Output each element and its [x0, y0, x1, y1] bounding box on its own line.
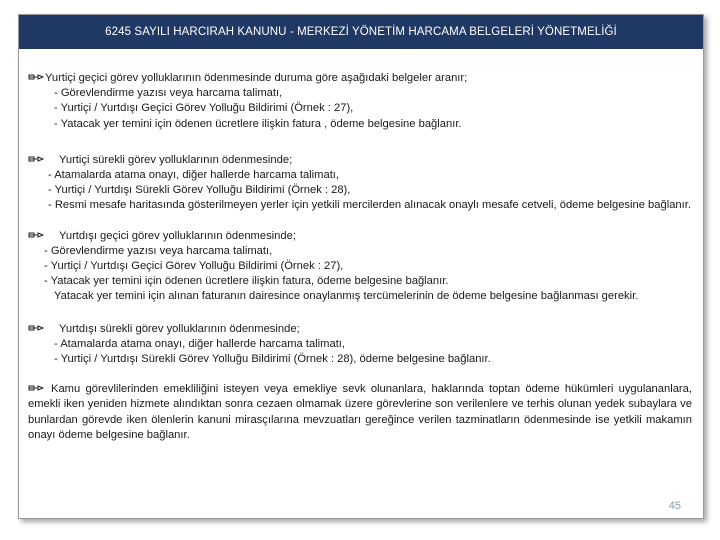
list-item: - Resmi mesafe haritasında gösterilmeyen yerler için yetkili mercilerden alınacak onaylı mesafe cetveli, ödeme belgesine bağlanır. [48, 199, 691, 212]
pen-pointing-hand-icon [28, 230, 44, 240]
list-item: - Yurtiçi / Yurtdışı Geçici Görev Yolluğu Bildirimi (Örnek : 27), [54, 102, 354, 115]
section-domestic-temporary [28, 71, 692, 132]
list-item: Yatacak yer temini için alınan faturanın dairesince onaylanmış tercümelerinin de ödeme belgesine bağlanması gerekir. [54, 290, 639, 303]
section-abroad-temporary [28, 229, 692, 305]
page-number: 45 [668, 500, 681, 512]
list-item: - Atamalarda atama onayı, diğer hallerde harcama talimatı, [48, 169, 340, 182]
list-item: - Atamalarda atama onayı, diğer hallerde harcama talimatı, [54, 337, 346, 350]
section-compensation [28, 382, 692, 443]
slide-header [19, 15, 703, 49]
slide [18, 14, 704, 519]
section-lead: Yurtdışı sürekli görev yolluklarının ödenmesinde; [28, 322, 692, 337]
list-item: - Yatacak yer temini için ödenen ücretlere ilişkin fatura, ödeme belgesine bağlanır. [44, 275, 449, 288]
section-lead: Yurtdışı geçici görev yolluklarının ödenmesinde; [28, 229, 692, 244]
list-item: - Görevlendirme yazısı veya harcama talimatı, [44, 244, 273, 257]
list-item: - Yurtiçi / Yurtdışı Geçici Görev Yolluğu Bildirimi (Örnek : 27), [44, 260, 344, 273]
section-lead: Kamu görevlilerinden emekliliğini isteyen veya emekliye sevk olunanlara, haklarında toptan ödeme hükümleri uygulananlara, emekli iken yeniden hizmete alındıktan sonra cezaen olmamak üzere görevlerine son verilenlere ve terhis olunan yedek subaylara ve bunlardan görevde iken ölenlerin kanuni mirasçılarına mevzuatları gereğince verilen tazminatların ödenmesinde ise yetkili makamın onayı ödeme belgesine bağlanır. [28, 383, 692, 441]
list-item: - Yurtiçi / Yurtdışı Sürekli Görev Yolluğu Bildirimi (Örnek : 28), ödeme belgesine bağlanır. [54, 353, 491, 366]
pen-pointing-hand-icon [28, 383, 44, 393]
section-domestic-permanent [28, 153, 692, 214]
pen-pointing-hand-icon [28, 323, 44, 333]
section-abroad-permanent [28, 322, 692, 368]
pen-pointing-hand-icon [28, 72, 44, 82]
section-lead: Yurtiçi geçici görev yolluklarının ödenmesinde duruma göre aşağıdaki belgeler aranır; [28, 71, 692, 86]
list-item: - Yurtiçi / Yurtdışı Sürekli Görev Yolluğu Bildirimi (Örnek : 28), [48, 184, 351, 197]
list-item: - Görevlendirme yazısı veya harcama talimatı, [54, 87, 283, 100]
list-item: - Yatacak yer temini için ödenen ücretlere ilişkin fatura , ödeme belgesine bağlanır. [54, 117, 462, 130]
pen-pointing-hand-icon [28, 154, 44, 164]
slide-content [28, 71, 692, 443]
section-lead: Yurtiçi sürekli görev yolluklarının ödenmesinde; [28, 153, 692, 168]
slide-title: 6245 SAYILI HARCIRAH KANUNU - MERKEZİ YÖNETİM HARCAMA BELGELERİ YÖNETMELİĞİ [105, 26, 617, 38]
